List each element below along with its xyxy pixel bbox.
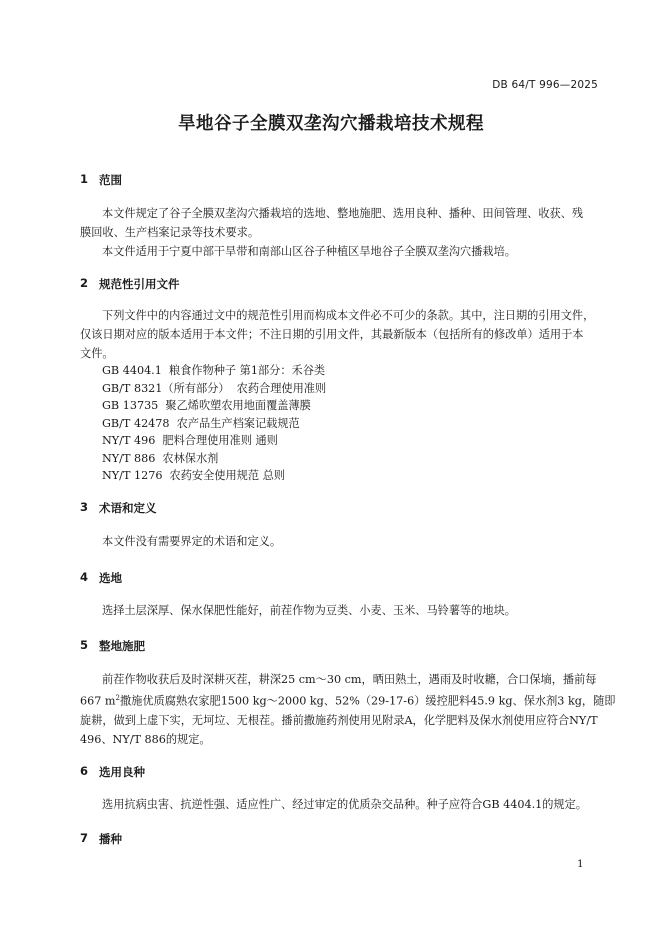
variety-paragraph: [80, 795, 600, 814]
tillage-line: 前茬作物收获后及时深耕灭茬，耕深25 cm～30 cm，晒田熟土，遇雨及时收耱，合口保墒，播前每: [102, 673, 597, 686]
normative-line: 文件。: [80, 347, 114, 360]
reference-item: GB 13735 聚乙烯吹塑农用地面覆盖薄膜: [102, 399, 311, 412]
normative-intro: [80, 306, 600, 363]
reference-item: NY/T 496 肥料合理使用准则 通则: [102, 434, 278, 447]
reference-item: NY/T 886 农林保水剂: [102, 451, 219, 465]
section-number: 6: [80, 764, 89, 778]
page-number: 1: [577, 858, 584, 870]
variety-line: 选用抗病虫害、抗逆性强、适应性广、经过审定的优质杂交品种。种子应符合GB 4404.1的规定。: [102, 798, 587, 811]
section-number: 1: [80, 172, 89, 186]
scope-paragraph: [80, 204, 600, 261]
section-number: 2: [80, 276, 89, 290]
reference-item: GB 4404.1 粮食作物种子 第1部分：禾谷类: [102, 364, 326, 377]
tillage-line: [80, 689, 616, 711]
section-title: 选用良种: [99, 765, 145, 779]
scope-line: 本文件规定了谷子全膜双垄沟穴播栽培的选地、整地施肥、选用良种、播种、田间管理、收获、残: [102, 207, 584, 220]
section-number: 7: [80, 831, 89, 845]
section-title: 播种: [99, 832, 122, 846]
tillage-line-part: 撒施优质腐熟农家肥1500 kg～2000 kg、52%（29-17-6）缓控肥料45.9 kg、保水剂3 kg，随即: [120, 694, 616, 708]
section-number: 3: [80, 500, 89, 514]
terms-line: 本文件没有需要界定的术语和定义。: [102, 535, 282, 548]
section-title: 规范性引用文件: [99, 277, 180, 291]
reference-item: GB/T 42478 农产品生产档案记载规范: [102, 416, 300, 430]
section-heading-variety: [80, 764, 145, 780]
section-heading-terms: [80, 500, 157, 516]
section-heading-site: [80, 570, 122, 586]
scope-line: 膜回收、生产档案记录等技术要求。: [80, 226, 260, 239]
tillage-line: 496、NY/T 886的规定。: [80, 732, 211, 746]
section-heading-tillage: [80, 638, 145, 654]
section-heading-normative: [80, 276, 180, 292]
section-number: 4: [80, 570, 89, 584]
section-title: 整地施肥: [99, 639, 145, 653]
reference-item: NY/T 1276 农药安全使用规范 总则: [102, 469, 285, 482]
terms-paragraph: [80, 532, 600, 551]
section-heading-sowing: [80, 831, 122, 847]
scope-line: 本文件适用于宁夏中部干旱带和南部山区谷子种植区旱地谷子全膜双垄沟穴播栽培。: [102, 245, 516, 258]
reference-list: [102, 362, 326, 485]
tillage-line: 旋耕，做到上虚下实，无坷垃、无根茬。播前撒施药剂使用见附录A，化学肥料及保水剂使用应符合NY/T: [80, 713, 598, 727]
site-line: 选择土层深厚、保水保肥性能好，前茬作物为豆类、小麦、玉米、马铃薯等的地块。: [102, 604, 516, 617]
superscript: 2: [115, 694, 120, 702]
section-title: 术语和定义: [99, 501, 157, 515]
section-number: 5: [80, 638, 89, 652]
site-paragraph: [80, 601, 600, 620]
tillage-line-part: 667 m: [80, 694, 116, 708]
normative-line: 仅该日期对应的版本适用于本文件；不注日期的引用文件，其最新版本（包括所有的修改单）适用于本: [80, 328, 584, 341]
section-heading-scope: [80, 172, 122, 188]
normative-line: 下列文件中的内容通过文中的规范性引用而构成本文件必不可少的条款。其中，注日期的引用文件，: [102, 309, 595, 322]
section-title: 选地: [99, 571, 122, 585]
tillage-paragraph: [80, 670, 616, 749]
reference-item: GB/T 8321（所有部分） 农药合理使用准则: [102, 381, 327, 395]
standard-code: DB 64/T 996—2025: [492, 79, 598, 91]
section-title: 范围: [99, 173, 122, 187]
document-title: 旱地谷子全膜双垄沟穴播栽培技术规程: [178, 114, 484, 134]
